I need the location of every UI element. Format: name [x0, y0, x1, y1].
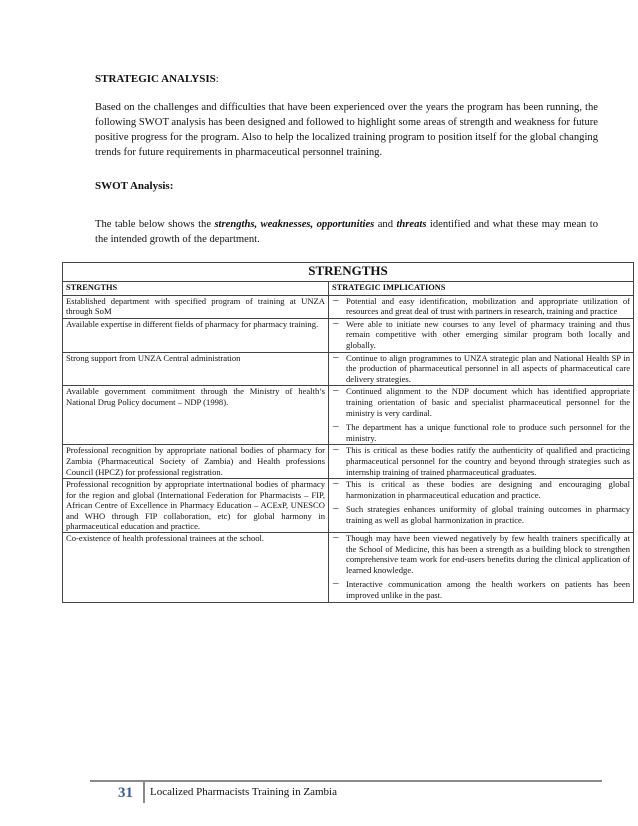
implications-list [332, 293, 631, 317]
strength-cell: Available expertise in different fields of pharmacy for pharmacy training. [63, 318, 329, 352]
dash-bullet-icon: – [333, 420, 339, 433]
implications-cell [329, 445, 634, 479]
implications-cell [329, 318, 634, 352]
footer-title: Localized Pharmacists Training in Zambia [150, 786, 337, 798]
desc-em2: threats [396, 219, 427, 230]
strength-cell: Established department with specified program of training at UNZA through SoM [63, 295, 329, 318]
strength-cell: Professional recognition by appropriate intertnational bodies of pharmacy for the region and global (International Federation for Pharmacists – FIP, African Centre of Excellence in Pharmacy Education – ACExP, UNESCO and WHO through FIP collaboration, etc) for global harmony in pharmaceutical education and practice. [63, 479, 329, 533]
desc-part1: The table below shows the [95, 219, 215, 230]
strength-cell: Professional recognition by appropriate national bodies of pharmacy for Zambia (Pharmaceutical Society of Zambia) and Health professions Council (HPCZ) for professional registration. [63, 445, 329, 479]
implications-cell [329, 295, 634, 318]
footer-vertical-divider [143, 781, 145, 803]
implication-item [332, 445, 630, 477]
implication-text: The department has a unique functional role to produce such personnel for the ministry. [346, 422, 631, 443]
strength-cell: Co-existence of health professional trainees at the school. [63, 533, 329, 603]
implication-text: Continued alignment to the NDP document which has identified appropriate training orientation of basic and specialist pharmaceutical personnel for the ministry is very cardinal. [346, 386, 631, 418]
implication-item [332, 579, 630, 600]
col-header-strengths: STRENGTHS [63, 282, 329, 296]
table-row [63, 318, 634, 352]
implications-list [332, 316, 631, 351]
dash-bullet-icon: – [333, 531, 339, 544]
table-row [63, 295, 634, 318]
implications-list [332, 533, 630, 601]
dash-bullet-icon: – [333, 316, 339, 329]
implications-cell [329, 386, 634, 445]
dash-bullet-icon: – [333, 477, 339, 490]
strength-cell: Strong support from UNZA Central administration [63, 352, 329, 386]
implications-cell [329, 479, 634, 533]
page-number: 31 [118, 785, 133, 801]
implication-item [332, 533, 630, 575]
implication-item [332, 504, 630, 525]
implication-item [332, 350, 631, 385]
strengths-table [62, 262, 634, 603]
table-title: STRENGTHS [63, 263, 634, 282]
desc-part2: and [374, 219, 397, 230]
desc-em1: strengths, weaknesses, opportunities [214, 219, 375, 230]
dash-bullet-icon: – [333, 502, 339, 515]
strength-cell: Available government commitment through the Ministry of health’s National Drug Policy document – NDP (1998). [63, 386, 329, 445]
implication-text: This is critical as these bodies ratify the authenticity of qualified and practicing pharmaceutical personnel for the country and beyond through strategies such as internship training of trained pharmaceutical graduates. [346, 445, 631, 477]
dash-bullet-icon: – [333, 384, 339, 397]
dash-bullet-icon: – [333, 443, 339, 456]
implication-item [332, 293, 631, 317]
implication-text: This is critical as these bodies are designing and encouraging global harmonization in pharmaceutical education and practice. [346, 479, 631, 500]
dash-bullet-icon: – [333, 350, 339, 363]
implication-item [332, 479, 630, 500]
dash-bullet-icon: – [333, 293, 339, 306]
strategic-analysis-heading [95, 72, 598, 87]
implications-list [332, 445, 630, 477]
implications-cell [329, 533, 634, 603]
table-row [63, 352, 634, 386]
table-row [63, 479, 634, 533]
implication-item [332, 422, 630, 443]
table-row [63, 533, 634, 603]
implication-item [332, 316, 631, 351]
implications-cell [329, 352, 634, 386]
implications-list [332, 479, 630, 525]
col-header-implications: STRATEGIC IMPLICATIONS [329, 282, 634, 296]
table-body [63, 295, 634, 602]
table-row [63, 386, 634, 445]
table-description-paragraph [95, 217, 598, 247]
implication-text: Potential and easy identification, mobilization and appropriate utilization of resources and great deal of trust with partners in research, training and practice [346, 295, 631, 317]
dash-bullet-icon: – [333, 577, 339, 590]
implications-list [332, 386, 630, 443]
implication-item [332, 386, 630, 418]
implication-text: Such strategies enhances uniformity of global training outcomes in pharmacy training as well as global harmonization in practice. [346, 504, 631, 525]
implication-text: Though may have been viewed negatively by few health trainers specifically at the School of Medicine, this has been a strength as a building block to strengthen comprehensive team work for end-users benefits during the clinical application of learned knowledge. [346, 533, 631, 575]
implications-list [332, 350, 631, 385]
implication-text: Interactive communication among the health workers on patients has been improved unlike in the past. [346, 579, 631, 601]
implication-text: Continue to align programmes to UNZA strategic plan and National Health SP in the production of pharmaceutical personnel in all aspects of pharmaceutical care delivery strategies. [346, 352, 631, 384]
heading-colon: : [215, 74, 219, 85]
desc-part3: identified and what these may mean to the intended growth of the department. [95, 219, 599, 245]
table-row [63, 445, 634, 479]
intro-paragraph: Based on the challenges and difficulties that have been experienced over the years the program has been running, the following SWOT analysis has been designed and followed to highlight some areas of strength and weakness for future positive progress for the program. Also to help the localized training program to position itself for the global changing trends for future requirements in pharmaceutical personnel training. [95, 102, 598, 158]
footer-divider [90, 780, 602, 782]
implication-text: Were able to initiate new courses to any level of pharmacy training and thus remain competitive with other emerging similar program both locally and globally. [346, 318, 631, 350]
heading-text: STRATEGIC ANALYSIS [95, 73, 216, 85]
swot-analysis-heading: SWOT Analysis: [95, 180, 174, 192]
